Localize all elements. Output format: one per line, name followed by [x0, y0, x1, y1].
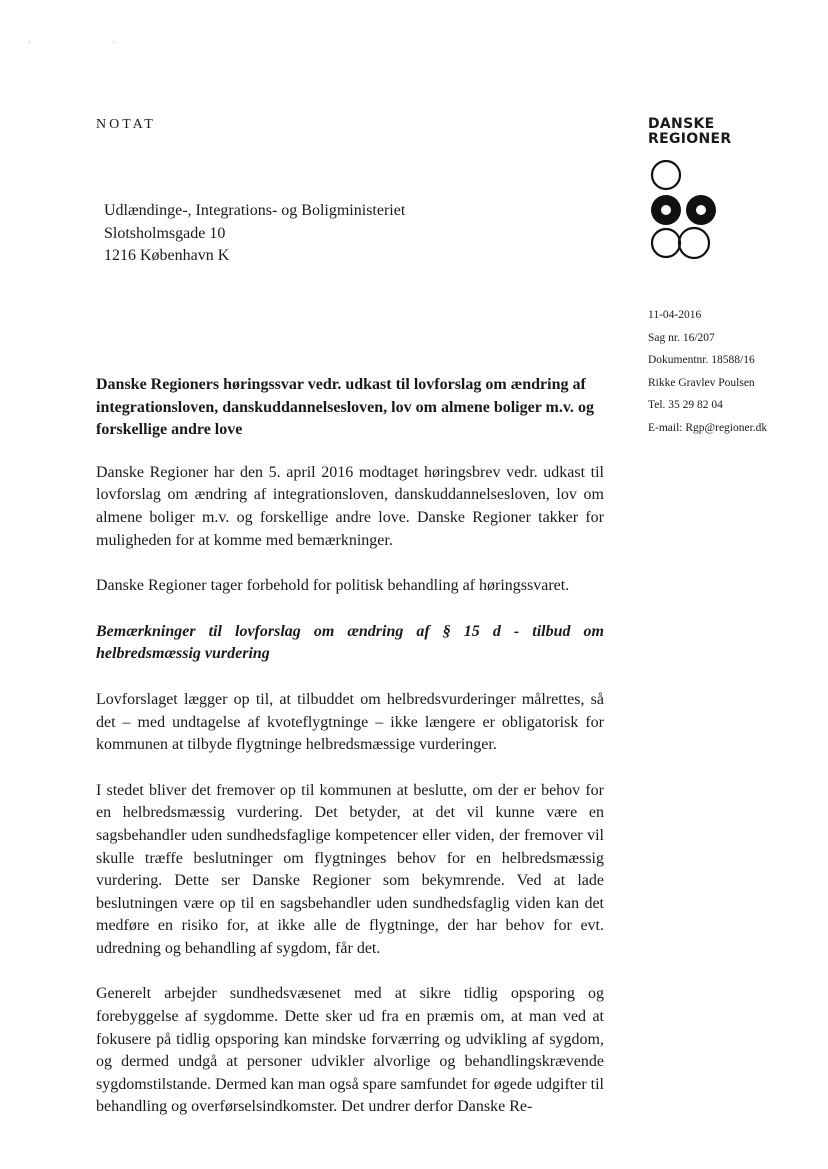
meta-date: 11-04-2016: [648, 309, 702, 321]
logo-circle-mid-right-hole: [696, 205, 706, 215]
document-type: NOTAT: [96, 117, 156, 132]
recipient-line-1: Udlændinge-, Integrations- og Boligministeriet: [104, 202, 406, 219]
scan-artifact: · ·: [28, 38, 156, 47]
document-title: Danske Regioners høringssvar vedr. udkast til lovforslag om ændring af integrationsloven, danskuddannelsesloven, lov om almene boliger m.v. og forskellige andre love: [96, 376, 594, 439]
meta-document-number: Dokumentnr. 18588/16: [648, 354, 755, 366]
paragraph-5: Generelt arbejder sundhedsvæsenet med at sikre tidlig opsporing og forebyggelse af sygdomme. Dette sker ud fra en præmis om, at man ved at fokusere på tidlig opsporing kan mindske forværring og udvikling af sygdom, og dermed undgå at personer udvikler alvorlige og behandlingskrævende sygdomstilstande. Dermed kan man også spare samfundet for øgede udgifter til behandling og overførselsindkomster. Det undrer derfor Danske Re-: [96, 985, 604, 1116]
meta-phone: Tel. 35 29 82 04: [648, 399, 723, 411]
paragraph-3: Lovforslaget lægger op til, at tilbuddet om helbredsvurderinger målrettes, så det – med undtagelse af kvoteflygtninge – ikke længere er obligatorisk for kommunen at tilbyde flygtninge helbredsmæssige vurderinger.: [96, 690, 604, 754]
meta-author: Rikke Gravlev Poulsen: [648, 376, 755, 389]
recipient-address: [104, 200, 405, 268]
logo-line-1: DANSKE: [648, 116, 715, 132]
document-body: [96, 374, 604, 1142]
logo-line-2: REGIONER: [648, 131, 732, 147]
recipient-line-2: Slotsholmsgade 10: [104, 224, 226, 242]
logo-circle-mid-left-hole: [661, 205, 671, 215]
paragraph-2: Danske Regioner tager forbehold for politisk behandling af høringssvaret.: [96, 577, 570, 595]
recipient-line-3: 1216 København K: [104, 247, 230, 264]
meta-email: E-mail: Rgp@regioner.dk: [648, 421, 768, 434]
meta-case-number: Sag nr. 16/207: [648, 331, 715, 344]
logo-wordmark: [648, 117, 731, 147]
section-heading: Bemærkninger til lovforslag om ændring af § 15 d - tilbud om helbredsmæssig vurdering: [96, 622, 604, 663]
paragraph-1: Danske Regioner har den 5. april 2016 modtaget høringsbrev vedr. udkast til lovforslag om ændring af integrationsloven, danskuddannelsesloven, lov om almene boliger m.v. og forskellige andre love. Danske Regioner takker for muligheden for at komme med bemærkninger.: [96, 463, 604, 549]
paragraph-4: I stedet bliver det fremover op til kommunen at beslutte, om der er behov for en helbredsmæssig vurdering. Det betyder, at det vil kunne være en sagsbehandler uden sundhedsfaglige kompetencer eller viden, der fremover vil skulle træffe beslutninger om flygtninges behov for en helbredsmæssig vurdering. Dette ser Danske Regioner som bekymrende. Ved at lade beslutningen være op til en sagsbehandler uden sundhedsfaglig viden kan det medføre en risiko for, at ikke alle de flygtninge, der har behov for evt. udredning og behandling af sygdom, får det.: [96, 781, 604, 957]
logo-circle-top: [652, 161, 680, 189]
logo-circle-bottom-left: [652, 229, 680, 257]
logo-circle-bottom-right: [679, 228, 709, 258]
danske-regioner-logo-icon: [647, 160, 727, 264]
document-metadata: [648, 304, 767, 439]
